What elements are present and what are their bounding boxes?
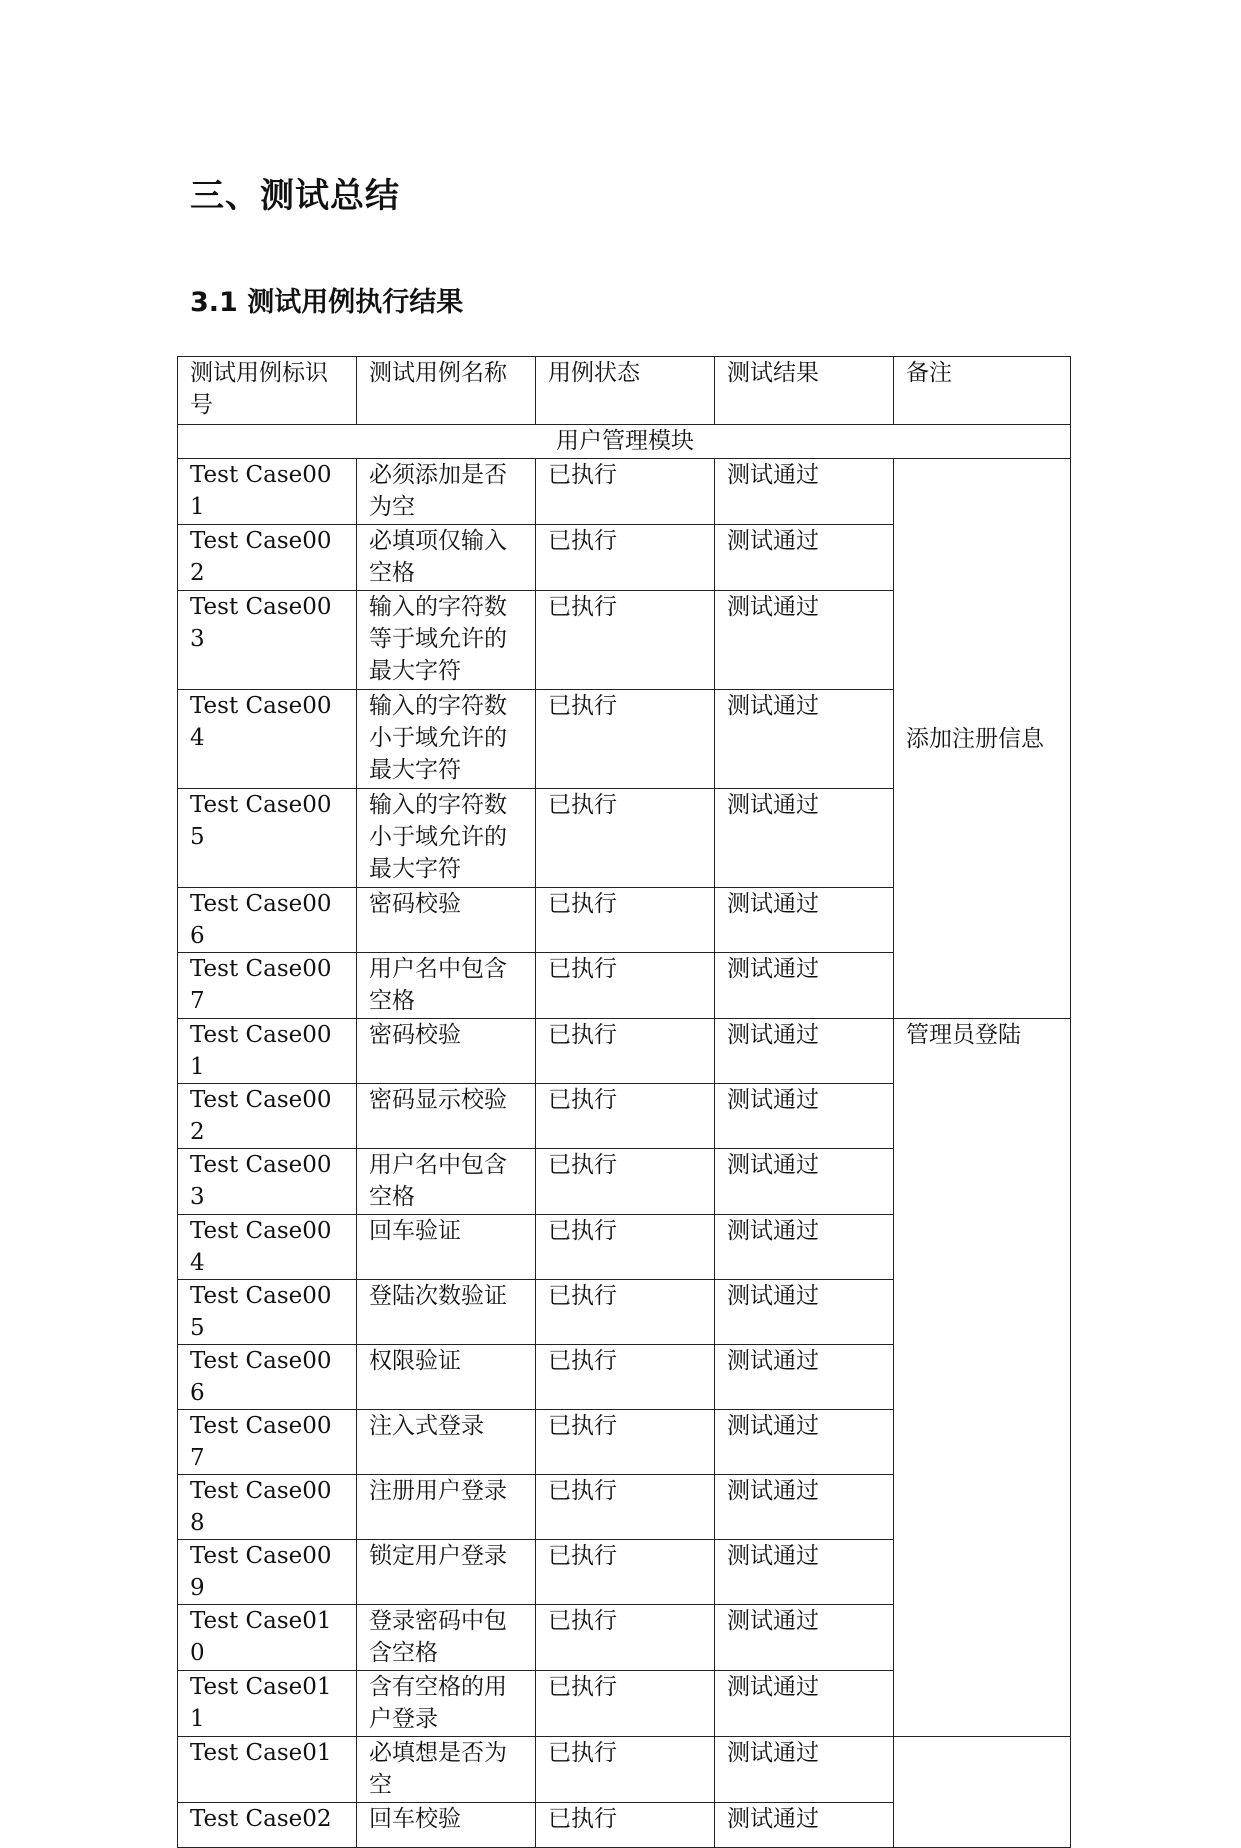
test-case-name-cell: 含有空格的用户登录 [357, 1671, 536, 1737]
test-case-name-cell: 注入式登录 [357, 1410, 536, 1475]
result-cell: 测试通过 [715, 1149, 894, 1215]
header-cell: 用例状态 [536, 357, 715, 425]
test-case-id-cell: Test Case004 [178, 690, 357, 789]
status-cell: 已执行 [536, 1803, 715, 1848]
test-case-name-cell: 用户名中包含空格 [357, 953, 536, 1019]
test-case-name-cell: 必填项仅输入空格 [357, 525, 536, 591]
header-cell: 测试用例名称 [357, 357, 536, 425]
test-case-name-cell: 密码显示校验 [357, 1084, 536, 1149]
status-cell: 已执行 [536, 1737, 715, 1803]
test-case-id-cell: Test Case006 [178, 888, 357, 953]
remark-cell [894, 1737, 1071, 1848]
status-cell: 已执行 [536, 459, 715, 525]
status-cell: 已执行 [536, 1475, 715, 1540]
status-cell: 已执行 [536, 1215, 715, 1280]
result-cell: 测试通过 [715, 1345, 894, 1410]
status-cell: 已执行 [536, 690, 715, 789]
status-cell: 已执行 [536, 525, 715, 591]
test-case-name-cell: 注册用户登录 [357, 1475, 536, 1540]
status-cell: 已执行 [536, 1280, 715, 1345]
test-case-id-cell: Test Case002 [178, 525, 357, 591]
status-cell: 已执行 [536, 888, 715, 953]
test-case-name-cell: 登录密码中包含空格 [357, 1605, 536, 1671]
result-cell: 测试通过 [715, 789, 894, 888]
test-case-name-cell: 密码校验 [357, 888, 536, 953]
test-results-table [177, 356, 1071, 1848]
section-title: 用户管理模块 [178, 425, 1071, 459]
table-header-row [178, 357, 1071, 425]
section-row [178, 425, 1071, 459]
test-case-id-cell: Test Case007 [178, 1410, 357, 1475]
status-cell: 已执行 [536, 1410, 715, 1475]
remark-cell: 添加注册信息 [894, 459, 1071, 1019]
test-case-name-cell: 回车验证 [357, 1215, 536, 1280]
test-case-id-cell: Test Case007 [178, 953, 357, 1019]
result-cell: 测试通过 [715, 591, 894, 690]
subsection-heading: 3.1 测试用例执行结果 [190, 287, 464, 318]
test-case-id-cell: Test Case009 [178, 1540, 357, 1605]
result-cell: 测试通过 [715, 1215, 894, 1280]
status-cell: 已执行 [536, 1540, 715, 1605]
result-cell: 测试通过 [715, 1737, 894, 1803]
result-cell: 测试通过 [715, 1540, 894, 1605]
test-case-name-cell: 密码校验 [357, 1019, 536, 1084]
result-cell: 测试通过 [715, 1019, 894, 1084]
result-cell: 测试通过 [715, 1410, 894, 1475]
status-cell: 已执行 [536, 1149, 715, 1215]
status-cell: 已执行 [536, 1345, 715, 1410]
section-heading: 三、测试总结 [190, 176, 400, 216]
status-cell: 已执行 [536, 1671, 715, 1737]
status-cell: 已执行 [536, 1084, 715, 1149]
result-cell: 测试通过 [715, 1605, 894, 1671]
test-case-name-cell: 输入的字符数小于域允许的最大字符 [357, 789, 536, 888]
status-cell: 已执行 [536, 1019, 715, 1084]
result-cell: 测试通过 [715, 1280, 894, 1345]
test-case-id-cell: Test Case008 [178, 1475, 357, 1540]
test-case-id-cell: Test Case005 [178, 1280, 357, 1345]
test-case-name-cell: 输入的字符数等于域允许的最大字符 [357, 591, 536, 690]
test-case-name-cell: 回车校验 [357, 1803, 536, 1848]
status-cell: 已执行 [536, 1605, 715, 1671]
test-case-id-cell: Test Case005 [178, 789, 357, 888]
remark-cell: 管理员登陆 [894, 1019, 1071, 1737]
result-cell: 测试通过 [715, 1475, 894, 1540]
table-row [178, 459, 1071, 525]
header-cell: 测试结果 [715, 357, 894, 425]
result-cell: 测试通过 [715, 690, 894, 789]
test-case-id-cell: Test Case003 [178, 1149, 357, 1215]
test-case-id-cell: Test Case006 [178, 1345, 357, 1410]
result-cell: 测试通过 [715, 525, 894, 591]
result-cell: 测试通过 [715, 888, 894, 953]
status-cell: 已执行 [536, 591, 715, 690]
status-cell: 已执行 [536, 789, 715, 888]
result-cell: 测试通过 [715, 953, 894, 1019]
header-cell: 备注 [894, 357, 1071, 425]
table-row [178, 1019, 1071, 1084]
status-cell: 已执行 [536, 953, 715, 1019]
table-row [178, 1737, 1071, 1803]
result-cell: 测试通过 [715, 1084, 894, 1149]
test-case-name-cell: 锁定用户登录 [357, 1540, 536, 1605]
test-case-id-cell: Test Case001 [178, 1019, 357, 1084]
test-case-name-cell: 登陆次数验证 [357, 1280, 536, 1345]
test-case-id-cell: Test Case002 [178, 1084, 357, 1149]
test-case-id-cell: Test Case01 [178, 1737, 357, 1803]
header-cell: 测试用例标识号 [178, 357, 357, 425]
test-case-id-cell: Test Case010 [178, 1605, 357, 1671]
test-case-name-cell: 必填想是否为空 [357, 1737, 536, 1803]
result-cell: 测试通过 [715, 1671, 894, 1737]
test-case-id-cell: Test Case004 [178, 1215, 357, 1280]
test-case-name-cell: 输入的字符数小于域允许的最大字符 [357, 690, 536, 789]
test-case-id-cell: Test Case001 [178, 459, 357, 525]
result-cell: 测试通过 [715, 1803, 894, 1848]
test-case-name-cell: 权限验证 [357, 1345, 536, 1410]
test-case-id-cell: Test Case02 [178, 1803, 357, 1848]
test-case-id-cell: Test Case003 [178, 591, 357, 690]
result-cell: 测试通过 [715, 459, 894, 525]
test-case-id-cell: Test Case011 [178, 1671, 357, 1737]
test-case-name-cell: 必须添加是否为空 [357, 459, 536, 525]
test-case-name-cell: 用户名中包含空格 [357, 1149, 536, 1215]
